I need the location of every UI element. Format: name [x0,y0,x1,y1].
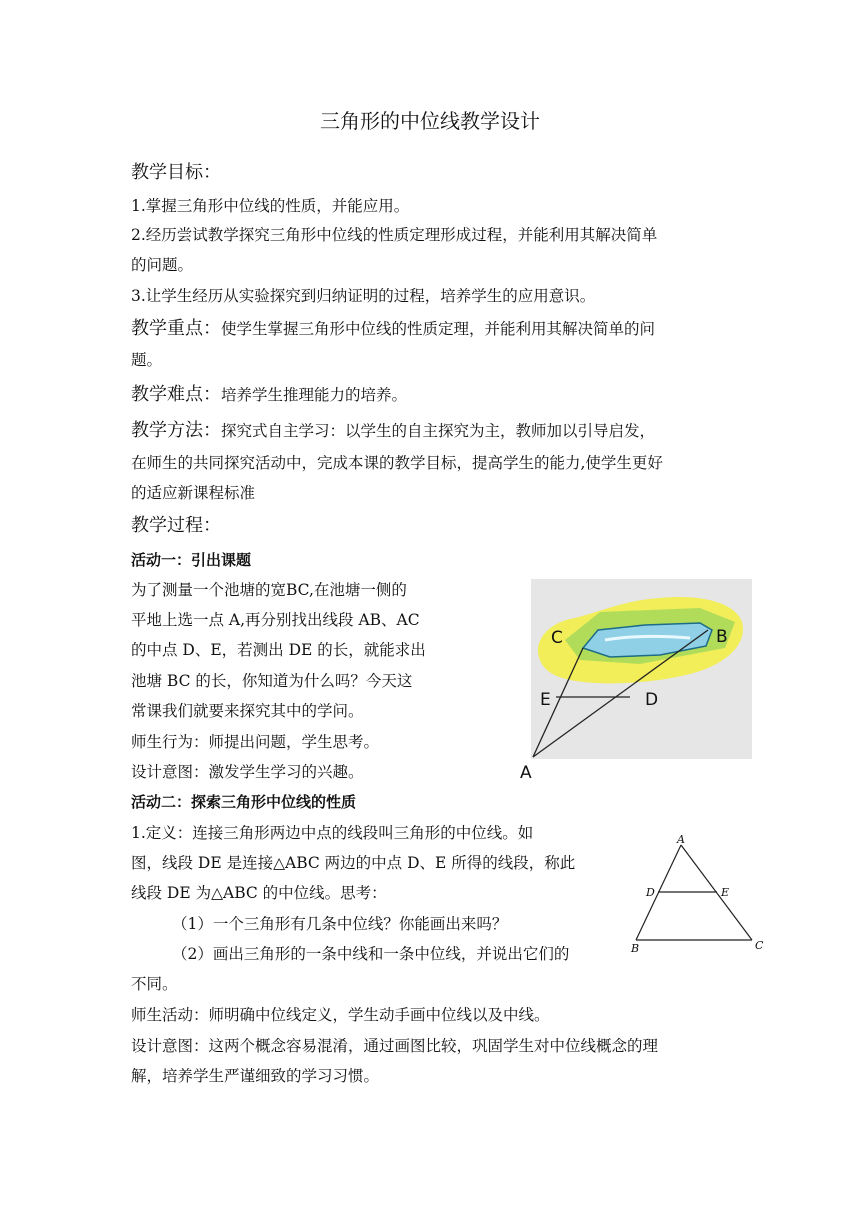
tri-label-E: E [721,886,730,899]
method-text-line3: 的适应新课程标准 [131,484,256,502]
label-B: B [716,627,728,647]
goal-item-2-line1: 2.经历尝试教学探究三角形中位线的性质定理形成过程，并能利用其解决简单 [131,226,658,244]
question-2-line1: （2）画出三角形的一条中线和一条中位线，并说出它们的 [172,945,570,963]
activity1-intent: 设计意图：激发学生学习的兴趣。 [131,763,364,781]
activity2-teacher: 师生活动：师明确中位线定义，学生动手画中位线以及中线。 [131,1006,550,1024]
activity1-line4: 池塘 BC 的长，你知道为什么吗？今天这 [131,672,413,690]
label-C: C [551,628,563,648]
difficulty-text: 培养学生推理能力的培养。 [221,386,408,404]
activity1-title: 活动一：引出课题 [131,551,252,569]
goal-item-2-line2: 的问题。 [131,256,194,274]
activity1-line5: 常课我们就要来探究其中的学问。 [131,702,364,720]
definition-line2: 图，线段 DE 是连接△ABC 两边的中点 D、E 所得的线段，称此 [131,854,576,872]
tri-label-C: C [755,939,764,952]
goal-item-1: 1.掌握三角形中位线的性质，并能应用。 [131,197,410,215]
tri-label-B: B [631,942,640,955]
definition-line3: 线段 DE 为△ABC 的中位线。思考： [131,884,387,902]
activity1-line1: 为了测量一个池塘的宽BC,在池塘一侧的 [131,581,407,599]
activity2-intent-line1: 设计意图：这两个概念容易混淆，通过画图比较，巩固学生对中位线概念的理 [131,1037,659,1055]
method-text-line2: 在师生的共同探究活动中，完成本课的教学目标，提高学生的能力,使学生更好 [131,454,663,472]
tri-label-D: D [646,886,655,899]
key-point-text: 使学生掌握三角形中位线的性质定理，并能利用其解决简单的问 [221,320,656,338]
activity2-intent-line2: 解，培养学生严谨细致的学习习惯。 [131,1067,380,1085]
question-2-line2: 不同。 [131,975,178,993]
goals-heading: 教学目标： [131,162,221,183]
activity1-line3: 的中点 D、E，若测出 DE 的长，就能求出 [131,641,426,659]
activity2-title: 活动二：探索三角形中位线的性质 [131,793,357,811]
activity1-line2: 平地上选一点 A,再分别找出线段 AB、AC [131,611,420,629]
method-label: 教学方法： [131,420,221,441]
definition-line1: 1.定义：连接三角形两边中点的线段叫三角形的中位线。如 [131,824,534,842]
label-E: E [540,690,551,710]
label-D: D [645,690,659,710]
method-text-line1: 探究式自主学习：以学生的自主探究为主，教师加以引导启发， [221,422,656,440]
page-title: 三角形的中位线教学设计 [320,109,540,133]
tri-label-A: A [677,833,685,846]
key-point-label: 教学重点： [131,318,221,339]
key-point-text-line2: 题。 [131,351,163,369]
difficulty-label: 教学难点： [131,384,221,405]
process-heading: 教学过程： [131,515,221,536]
pond-figure [520,575,760,785]
question-1: （1）一个三角形有几条中位线？你能画出来吗？ [172,915,508,933]
goal-item-3: 3.让学生经历从实验探究到归纳证明的过程，培养学生的应用意识。 [131,287,596,305]
triangle-figure [625,830,770,955]
activity1-teacher: 师生行为：师提出问题，学生思考。 [131,733,380,751]
label-A: A [520,763,532,783]
